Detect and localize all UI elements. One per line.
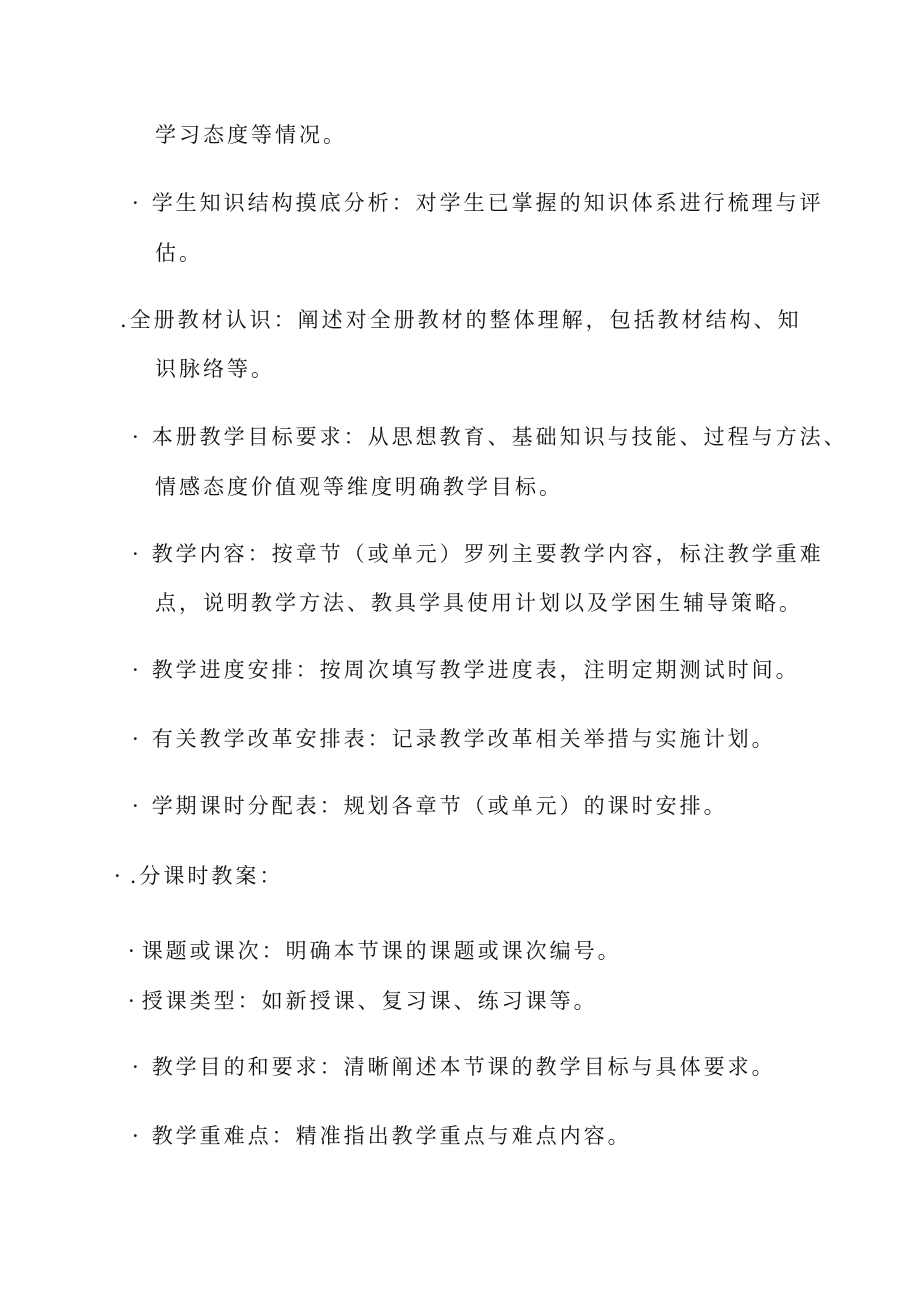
list-item-text: 教学目的和要求：清晰阐述本节课的教学目标与具体要求。 (151, 1055, 776, 1079)
list-item-text: 本册教学目标要求：从思想教育、基础知识与技能、过程与方法、 (151, 425, 848, 449)
bullet: · (132, 542, 142, 566)
bullet: · (132, 191, 142, 215)
bullet: · (132, 794, 142, 818)
line-text: 识脉络等。 (155, 357, 275, 381)
list-item-text: 学期课时分配表：规划各章节（或单元）的课时安排。 (151, 794, 728, 818)
text-line (155, 240, 203, 266)
text-line (155, 590, 803, 616)
list-item-text: 授课类型：如新授课、复习课、练习课等。 (141, 989, 598, 1013)
bullet: · (132, 1055, 142, 1079)
section-heading (120, 307, 802, 333)
section-heading-text: .分课时教案： (129, 864, 284, 888)
list-item-text: 教学重难点：精准指出教学重点与难点内容。 (151, 1124, 632, 1148)
bullet: · (132, 1124, 142, 1148)
text-line (155, 122, 347, 148)
section-heading-text: .全册教材认识：阐述对全册教材的整体理解，包括教材结构、知 (120, 308, 802, 332)
list-item (132, 1054, 776, 1080)
list-item (132, 793, 728, 819)
list-item (128, 988, 598, 1014)
list-item (132, 190, 824, 216)
list-item (132, 657, 800, 683)
bullet: · (132, 425, 142, 449)
line-text: 情感态度价值观等维度明确教学目标。 (155, 475, 563, 499)
bullet: · (128, 939, 138, 963)
bullet: · (132, 727, 142, 751)
list-item-text: 学生知识结构摸底分析：对学生已掌握的知识体系进行梳理与评 (151, 191, 824, 215)
line-text: 学习态度等情况。 (155, 123, 347, 147)
bullet: · (132, 658, 142, 682)
list-item (132, 424, 848, 450)
list-item (132, 726, 776, 752)
line-text: 点，说明教学方法、教具学具使用计划以及学困生辅导策略。 (155, 591, 803, 615)
list-item-text: 教学内容：按章节（或单元）罗列主要教学内容，标注教学重难 (151, 542, 824, 566)
list-item (128, 938, 622, 964)
bullet: · (128, 989, 138, 1013)
line-text: 估。 (155, 241, 203, 265)
list-item-text: 有关教学改革安排表：记录教学改革相关举措与实施计划。 (151, 727, 776, 751)
list-item-text: 教学进度安排：按周次填写教学进度表，注明定期测试时间。 (151, 658, 800, 682)
list-item (132, 541, 824, 567)
text-line (155, 356, 275, 382)
bullet: · (114, 864, 124, 888)
list-item-text: 课题或课次：明确本节课的课题或课次编号。 (141, 939, 622, 963)
text-line (155, 474, 563, 500)
list-item (132, 1123, 632, 1149)
section-heading (114, 863, 283, 889)
